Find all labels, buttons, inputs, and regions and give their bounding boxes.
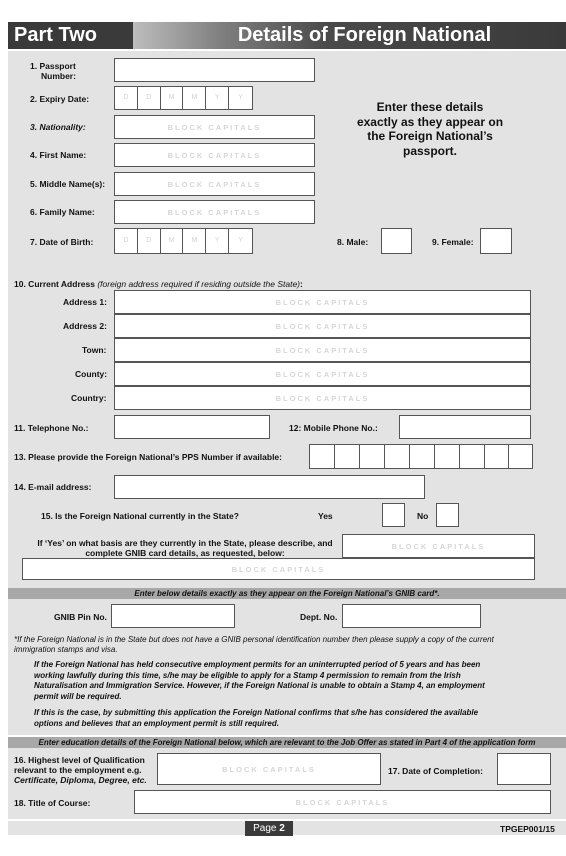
date-cell[interactable]: Y [206, 229, 229, 253]
date-of-birth-label: 7. Date of Birth: [30, 237, 94, 247]
pps-number-field[interactable] [309, 444, 533, 469]
pps-cell-divider [385, 445, 410, 468]
pps-cell-divider [335, 445, 360, 468]
address-heading-text: 10. Current Address [14, 279, 95, 289]
first-name-label: 4. First Name: [30, 150, 87, 160]
pps-cell-divider [360, 445, 385, 468]
block-capitals-placeholder: BLOCK CAPITALS [275, 322, 370, 331]
confirm-line: options and believes that an employment permit is still required. [34, 718, 279, 728]
confirmation-note [34, 708, 559, 729]
basis-field-short[interactable] [342, 534, 535, 558]
first-name-field[interactable] [114, 143, 315, 167]
date-cell[interactable]: M [184, 229, 207, 253]
pps-cell-divider [435, 445, 460, 468]
passport-number-field[interactable] [114, 58, 315, 82]
family-name-field[interactable] [114, 200, 315, 224]
block-capitals-placeholder: BLOCK CAPITALS [167, 180, 262, 189]
block-capitals-placeholder: BLOCK CAPITALS [275, 394, 370, 403]
in-state-question: 15. Is the Foreign National currently in the State? [41, 511, 239, 521]
pps-cell-divider [310, 445, 335, 468]
page-number-badge [245, 821, 293, 836]
gnib-footnote [14, 635, 559, 655]
page-number: 2 [279, 823, 285, 834]
address1-field[interactable] [114, 290, 531, 314]
education-instructions-band: Enter education details of the Foreign National below, which are relevant to the Job Offer as stated in Part 4 of the application form [8, 737, 566, 748]
gnib-pin-field[interactable] [111, 604, 235, 628]
block-capitals-placeholder: BLOCK CAPITALS [275, 346, 370, 355]
telephone-label: 11. Telephone No.: [14, 423, 89, 433]
mobile-field[interactable] [399, 415, 531, 439]
town-field[interactable] [114, 338, 531, 362]
pps-cell-divider [485, 445, 509, 468]
expiry-date-field[interactable] [114, 86, 253, 110]
town-label: Town: [82, 345, 107, 355]
date-cell[interactable]: D [138, 87, 161, 109]
stamp4-note [34, 660, 559, 702]
address-heading-colon: : [300, 279, 303, 289]
confirm-line: If this is the case, by submitting this application the Foreign National confirms that s/he has considered the available [34, 708, 479, 717]
female-label: 9. Female: [432, 237, 474, 247]
stamp4-line: Naturalisation and Immigration Service. However, if the Foreign National is unable to obtain a Stamp 4, an employment [34, 681, 485, 690]
family-name-label: 6. Family Name: [30, 207, 95, 217]
dept-no-label: Dept. No. [300, 612, 338, 622]
block-capitals-placeholder: BLOCK CAPITALS [167, 123, 262, 132]
qualification-line: 16. Highest level of Qualification [14, 755, 145, 765]
no-label: No [417, 511, 429, 521]
notice-line: passport. [402, 143, 457, 158]
pps-cell-divider [410, 445, 435, 468]
no-checkbox[interactable] [436, 503, 459, 527]
current-address-heading [14, 279, 303, 289]
passport-notice [330, 100, 530, 158]
footnote-line: *If the Foreign National is in the State but does not have a GNIB personal identification number then please supply a copy of the current [14, 635, 494, 644]
basis-field-long[interactable] [22, 558, 535, 580]
date-cell[interactable]: Y [238, 94, 243, 101]
date-of-birth-field[interactable] [114, 228, 253, 254]
qualification-line: Certificate, Diploma, Degree, etc. [14, 775, 147, 785]
middle-name-label: 5. Middle Name(s): [30, 179, 106, 189]
block-capitals-placeholder: BLOCK CAPITALS [167, 151, 262, 160]
block-capitals-placeholder: BLOCK CAPITALS [275, 370, 370, 379]
date-cell[interactable]: Y [238, 237, 243, 244]
completion-date-label: 17. Date of Completion: [388, 766, 483, 776]
female-checkbox[interactable] [480, 228, 512, 254]
country-field[interactable] [114, 386, 531, 410]
passport-label [30, 61, 110, 81]
telephone-field[interactable] [114, 415, 270, 439]
notice-line: exactly as they appear on [356, 114, 504, 129]
course-title-label: 18. Title of Course: [14, 798, 91, 808]
stamp4-line: permit will be required. [34, 691, 122, 701]
gnib-pin-label: GNIB Pin No. [54, 612, 107, 622]
nationality-label: 3. Nationality: [30, 122, 86, 132]
gnib-instructions-band: Enter below details exactly as they appear on the Foreign National’s GNIB card*. [8, 588, 566, 599]
date-cell[interactable]: D [115, 87, 138, 109]
dept-no-field[interactable] [342, 604, 481, 628]
notice-line: Enter these details [376, 100, 484, 114]
part-label: Part Two [8, 22, 133, 49]
address1-label: Address 1: [63, 297, 107, 307]
address-heading-note: (foreign address required if residing outside the State) [97, 279, 301, 289]
page-title: Details of Foreign National [133, 22, 566, 49]
qualification-label [14, 755, 154, 785]
block-capitals-placeholder: BLOCK CAPITALS [391, 542, 486, 551]
block-capitals-placeholder: BLOCK CAPITALS [231, 565, 326, 574]
email-field[interactable] [114, 475, 425, 499]
qualification-line: relevant to the employment e.g. [14, 765, 142, 775]
footnote-line: immigration stamps and visa. [14, 645, 118, 654]
passport-label-line1: 1. Passport [30, 61, 76, 71]
block-capitals-placeholder: BLOCK CAPITALS [222, 765, 316, 774]
county-label: County: [75, 369, 108, 379]
date-cell[interactable]: Y [206, 87, 229, 109]
basis-question [34, 538, 336, 558]
stamp4-line: If the Foreign National has held consecutive employment permits for an uninterrupted period of 5 years and has been [34, 660, 481, 669]
notice-line: the Foreign National’s [367, 129, 493, 143]
page-label: Page [253, 823, 277, 834]
nationality-field[interactable] [114, 115, 315, 139]
yes-checkbox[interactable] [382, 503, 405, 527]
date-cell[interactable]: D [138, 229, 161, 253]
form-code: TPGEP001/15 [500, 824, 555, 834]
mobile-label: 12: Mobile Phone No.: [289, 423, 378, 433]
completion-date-field[interactable] [497, 753, 551, 785]
pps-cell-divider [460, 445, 485, 468]
middle-name-field[interactable] [114, 172, 315, 196]
basis-line: complete GNIB card details, as requested, below: [85, 548, 285, 558]
date-cell[interactable]: M [184, 87, 207, 109]
date-cell[interactable]: D [115, 229, 138, 253]
male-label: 8. Male: [337, 237, 369, 247]
passport-label-line2: Number: [41, 71, 76, 81]
country-label: Country: [71, 393, 107, 403]
course-title-field[interactable] [134, 790, 551, 814]
block-capitals-placeholder: BLOCK CAPITALS [167, 208, 262, 217]
address2-field[interactable] [114, 314, 531, 338]
county-field[interactable] [114, 362, 531, 386]
yes-label: Yes [318, 511, 333, 521]
block-capitals-placeholder: BLOCK CAPITALS [295, 798, 390, 807]
block-capitals-placeholder: BLOCK CAPITALS [275, 298, 370, 307]
date-cell[interactable]: M [161, 87, 184, 109]
email-label: 14. E-mail address: [14, 482, 92, 492]
date-cell[interactable]: M [161, 229, 184, 253]
stamp4-line: working lawfully during this time, s/he may be eligible to apply for a Stamp 4 permission to remain from the Irish [34, 670, 461, 680]
expiry-date-label: 2. Expiry Date: [30, 94, 90, 104]
qualification-field[interactable] [157, 753, 381, 785]
basis-line: If ‘Yes’ on what basis are they currently in the State, please describe, and [37, 538, 333, 548]
male-checkbox[interactable] [381, 228, 412, 254]
address2-label: Address 2: [63, 321, 107, 331]
pps-label: 13. Please provide the Foreign National’s PPS Number if available: [14, 452, 282, 462]
